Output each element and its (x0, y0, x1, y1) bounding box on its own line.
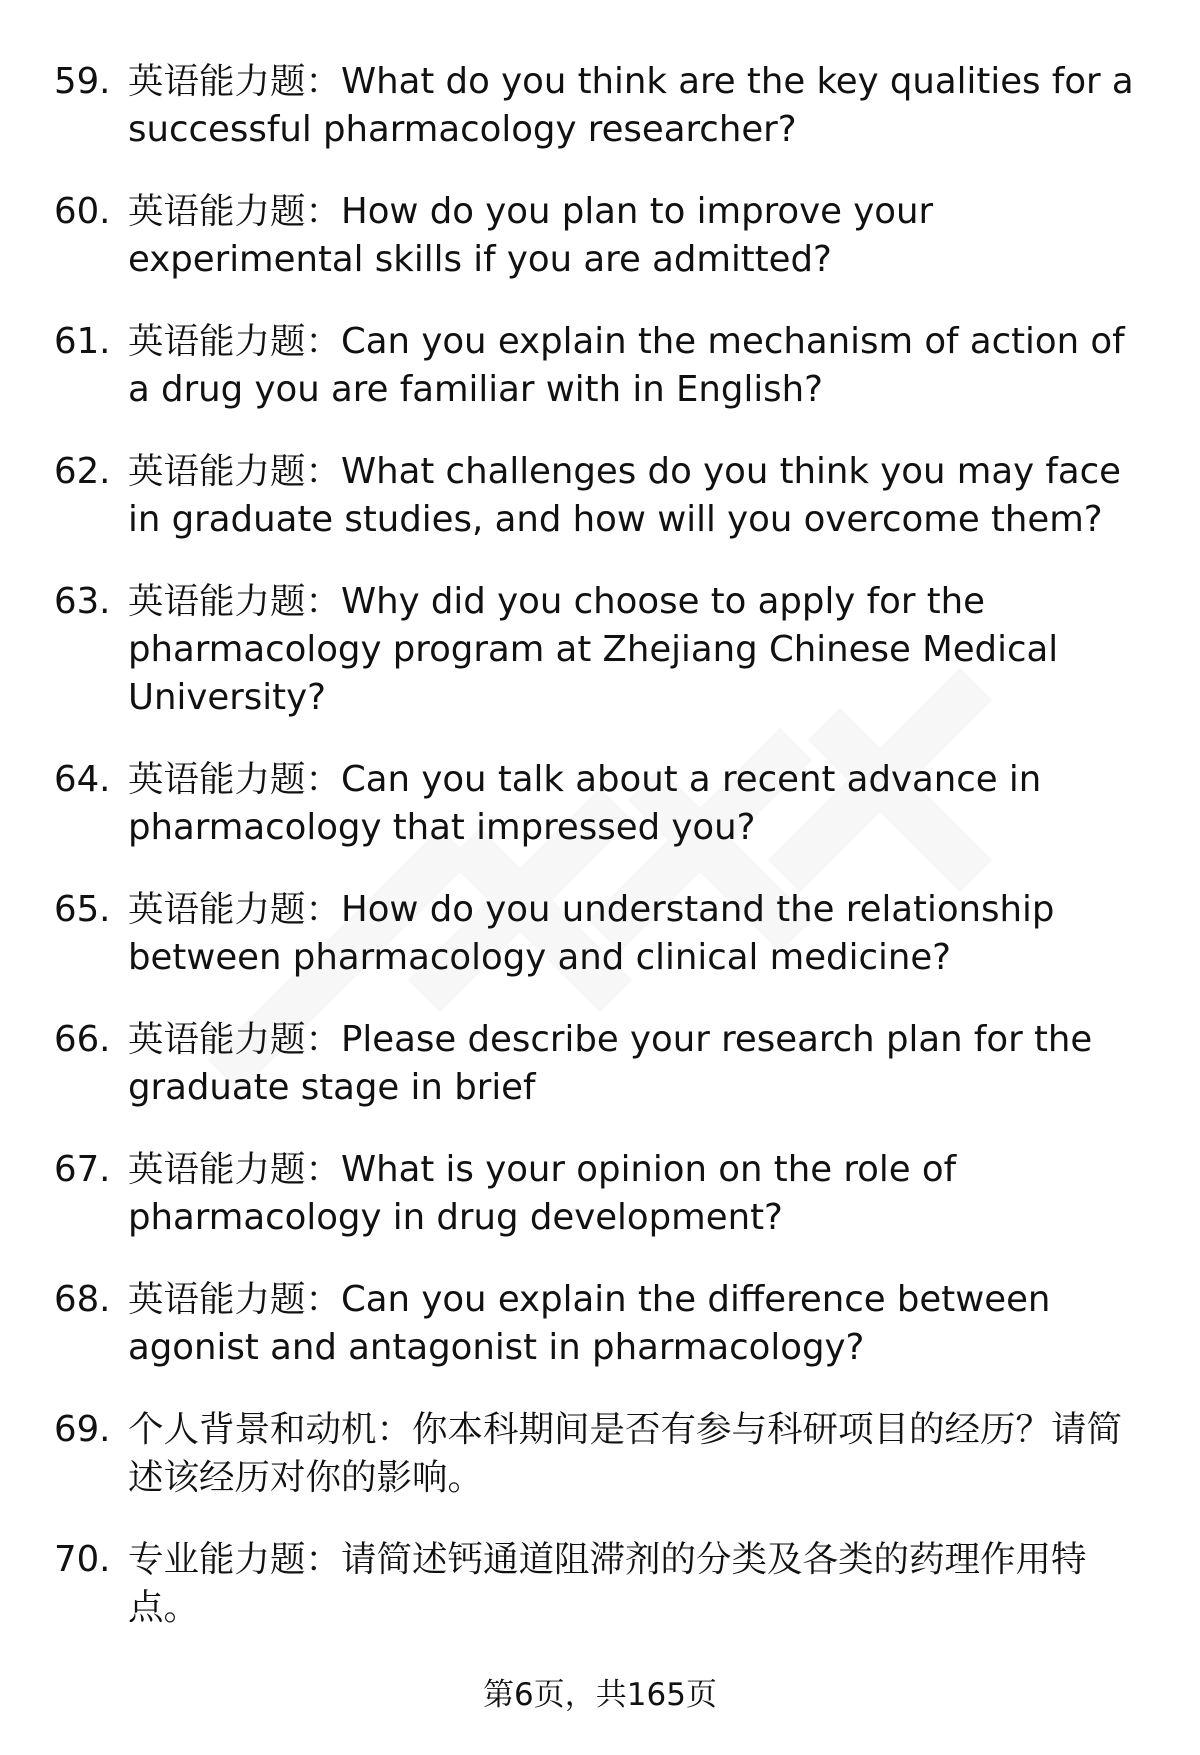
question-number: 65. (54, 889, 111, 930)
question-number: 63. (54, 581, 111, 622)
question-item (0, 1406, 1200, 1502)
question-number: 66. (54, 1019, 111, 1060)
question-number: 67. (54, 1149, 111, 1190)
question-item (0, 1276, 1200, 1372)
question-number: 64. (54, 759, 111, 800)
question-text: 英语能力题：Can you explain the difference between agonist and antagonist in pharmacology? (128, 1279, 1051, 1368)
question-number: 68. (54, 1279, 111, 1320)
question-number: 59. (54, 61, 111, 102)
question-list (0, 58, 1200, 1666)
question-number: 61. (54, 321, 111, 362)
question-number: 69. (54, 1409, 111, 1450)
question-text: 英语能力题：Can you explain the mechanism of action of a drug you are familiar with in English? (128, 321, 1125, 410)
question-number: 70. (54, 1539, 111, 1580)
question-text: 英语能力题：What challenges do you think you may face in graduate studies, and how will you overcome them? (128, 451, 1121, 540)
question-item (0, 1536, 1200, 1632)
question-text: 英语能力题：Why did you choose to apply for the pharmacology program at Zhejiang Chinese Medical University? (128, 581, 1059, 718)
question-item (0, 448, 1200, 544)
question-text: 专业能力题：请简述钙通道阻滞剂的分类及各类的药理作用特点。 (128, 1539, 1087, 1628)
question-item (0, 318, 1200, 414)
question-text: 英语能力题：Can you talk about a recent advance in pharmacology that impressed you? (128, 759, 1042, 848)
page-footer: 第6页，共165页 (483, 1677, 717, 1713)
question-text: 英语能力题：Please describe your research plan for the graduate stage in brief (128, 1019, 1093, 1108)
question-item (0, 1146, 1200, 1242)
question-text: 英语能力题：How do you plan to improve your experimental skills if you are admitted? (128, 191, 934, 280)
question-item (0, 188, 1200, 284)
question-text: 个人背景和动机：你本科期间是否有参与科研项目的经历？请简述该经历对你的影响。 (128, 1409, 1123, 1498)
question-number: 62. (54, 451, 111, 492)
question-item (0, 58, 1200, 154)
question-item (0, 578, 1200, 722)
question-item (0, 1016, 1200, 1112)
question-text: 英语能力题：What do you think are the key qualities for a successful pharmacology researcher? (128, 61, 1134, 150)
question-text: 英语能力题：How do you understand the relationship between pharmacology and clinical medicine? (128, 889, 1055, 978)
question-text: 英语能力题：What is your opinion on the role of pharmacology in drug development? (128, 1149, 957, 1238)
question-item (0, 756, 1200, 852)
question-item (0, 886, 1200, 982)
question-number: 60. (54, 191, 111, 232)
